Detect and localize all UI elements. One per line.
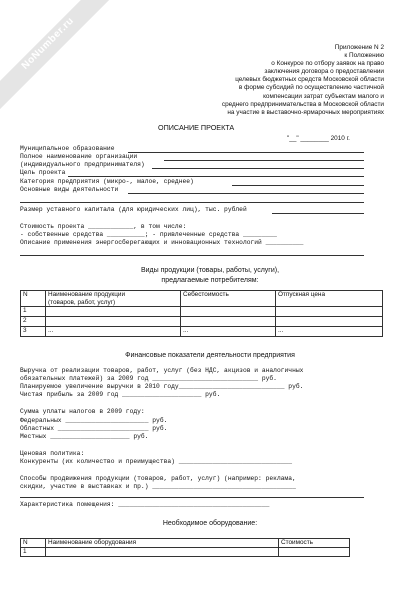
finance-promo-2: скидки, участие в выставках и пр.) ______________________________________ xyxy=(20,483,296,490)
field-energy: Описание применения энергосберегающих и инновационных технологий __________ xyxy=(20,239,304,246)
table-cell xyxy=(181,307,276,317)
finance-regional: Областных ________________________ руб. xyxy=(20,425,168,432)
appendix-line: на участие в выставочно-ярмарочных мероприятиях xyxy=(227,108,384,116)
finance-planned: Планируемое увеличение выручки в 2010 году____________________________ руб. xyxy=(20,383,304,390)
table-cell xyxy=(276,307,383,317)
appendix-line: целевых бюджетных средств Московской области xyxy=(235,76,384,84)
field-activities: Основные виды деятельности xyxy=(20,186,119,193)
table-header-row xyxy=(21,539,350,548)
header-cell-line: Наименование продукции xyxy=(48,291,126,298)
document-title: ОПИСАНИЕ ПРОЕКТА xyxy=(158,123,235,132)
products-table xyxy=(20,290,383,337)
table-cell: 3 xyxy=(21,327,46,337)
table-cell: 1 xyxy=(21,547,46,556)
table-row xyxy=(21,307,383,317)
appendix-line: заключения договора о предоставлении xyxy=(264,68,384,76)
header-cell-line: (товаров, работ, услуг) xyxy=(48,298,116,306)
header-cell: N xyxy=(21,539,46,548)
field-capital: Размер уставного капитала (для юридических лиц), тыс. рублей xyxy=(20,206,247,213)
header-cell: Отпускная цена xyxy=(276,291,383,307)
date-line: "__" ________ 2010 г. xyxy=(287,135,350,142)
table-cell xyxy=(46,547,279,556)
table-cell xyxy=(181,317,276,327)
appendix-line: среднего предпринимательства в Московской области xyxy=(221,100,384,108)
appendix-line: о Конкурсе по отбору заявок на право xyxy=(271,60,384,68)
products-heading-1: Виды продукции (товары, работы, услуги), xyxy=(140,267,280,274)
finance-revenue-1: Выручка от реализации товаров, работ, услуг (без НДС, акцизов и аналогичных xyxy=(20,367,304,374)
finance-revenue-2: обязательных платежей) за 2009 год ____________________________ руб. xyxy=(20,375,277,382)
finance-profit: Чистая прибыль за 2009 год _____________________ руб. xyxy=(20,391,221,398)
finance-competitors: Конкуренты (их количество и преимущества) ______________________________ xyxy=(20,458,293,465)
fill-line xyxy=(272,213,364,214)
table-cell xyxy=(46,307,181,317)
appendix-block xyxy=(144,44,384,117)
field-entrepreneur: (индивидуального предпринимателя) xyxy=(20,161,145,168)
finance-heading: Финансовые показатели деятельности предприятия xyxy=(125,352,295,359)
field-goal: Цель проекта xyxy=(20,169,66,176)
table-row xyxy=(21,327,383,337)
finance-promo-1: Способы продвижения продукции (товаров, работ, услуг) (например: реклама, xyxy=(20,475,296,482)
header-cell: Наименование оборудования xyxy=(46,539,279,548)
table-cell: 1 xyxy=(21,307,46,317)
table-row xyxy=(21,317,383,327)
products-heading-2: предлагаемые потребителям: xyxy=(161,277,259,284)
header-cell: Стоимость xyxy=(279,539,350,548)
fill-line xyxy=(20,202,364,203)
header-cell: Себестоимость xyxy=(181,291,276,307)
field-municipality: Муниципальное образование xyxy=(20,145,115,152)
field-full-name: Полное наименование организации xyxy=(20,153,138,160)
table-cell: ... xyxy=(46,327,181,337)
table-cell xyxy=(46,317,181,327)
fill-line xyxy=(128,193,364,194)
fill-line xyxy=(20,497,364,498)
fill-line xyxy=(152,168,364,169)
appendix-line: к Положению xyxy=(344,52,384,60)
watermark-text: NoNumber.ru xyxy=(19,15,77,72)
fill-line xyxy=(128,152,364,153)
appendix-line: Приложение N 2 xyxy=(334,44,384,51)
finance-taxes: Сумма уплаты налогов в 2009 году: xyxy=(20,408,145,415)
table-cell: 2 xyxy=(21,317,46,327)
table-cell xyxy=(279,547,350,556)
equipment-table xyxy=(20,538,350,557)
finance-premises: Характеристика помещения: ________________________________________ xyxy=(20,501,270,508)
fill-line xyxy=(232,185,364,186)
finance-pricing: Ценовая политика: xyxy=(20,450,85,457)
appendix-line: компенсации затрат субъектам малого и xyxy=(263,92,384,100)
table-cell: ... xyxy=(181,327,276,337)
table-cell xyxy=(276,317,383,327)
finance-federal: Федеральных ______________________ руб. xyxy=(20,417,168,424)
fill-line xyxy=(68,176,364,177)
header-cell xyxy=(46,291,181,307)
finance-local: Местных _____________________ руб. xyxy=(20,433,149,440)
header-cell: N xyxy=(21,291,46,307)
equipment-heading: Необходимое оборудование: xyxy=(162,520,258,527)
field-cost: Стоимость проекта ____________, в том числе: xyxy=(20,223,187,230)
appendix-line: в форме субсидий по осуществлению частичной xyxy=(238,84,384,92)
fill-line xyxy=(164,160,364,161)
fill-line xyxy=(20,255,364,256)
table-header-row xyxy=(21,291,383,307)
field-category: Категория предприятия (микро-, малое, среднее) xyxy=(20,178,194,185)
table-row xyxy=(21,547,350,556)
field-own-funds: - собственные средства __________; - привлеченные средства _________ xyxy=(20,231,277,238)
table-cell: ... xyxy=(276,327,383,337)
